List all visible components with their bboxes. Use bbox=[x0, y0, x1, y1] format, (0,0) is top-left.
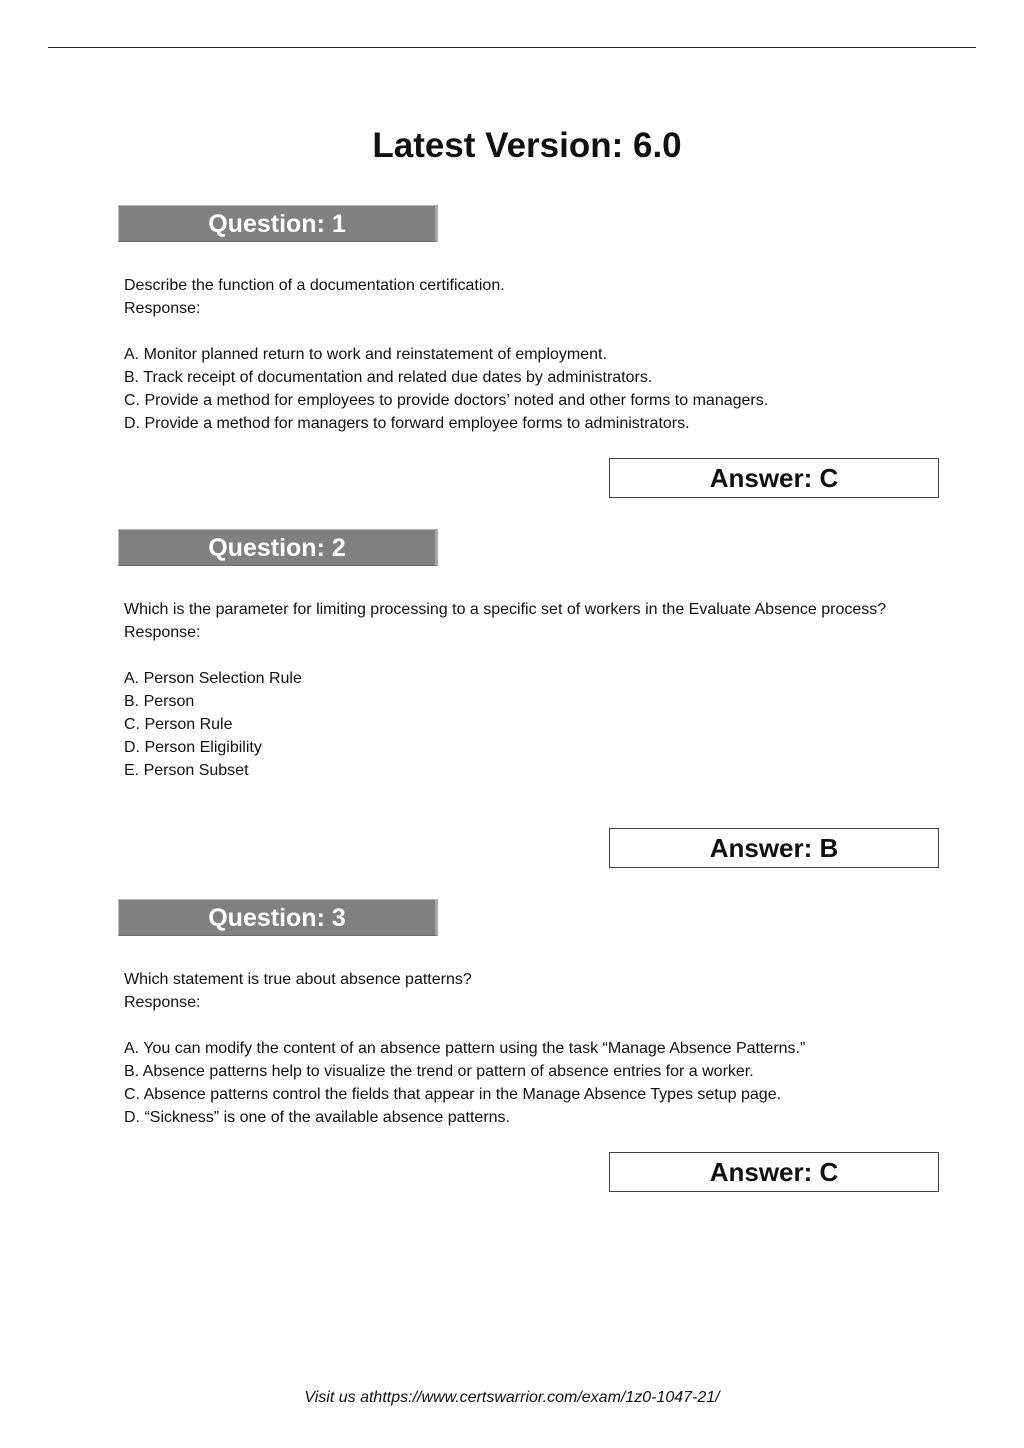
question-1-option-a: A. Monitor planned return to work and reinstatement of employment. bbox=[124, 346, 607, 363]
question-3-header: Question: 3 bbox=[118, 899, 438, 936]
question-1-option-c: C. Provide a method for employees to provide doctors’ noted and other forms to managers. bbox=[124, 392, 769, 409]
question-1-option-b: B. Track receipt of documentation and related due dates by administrators. bbox=[124, 369, 653, 386]
footer-link[interactable]: Visit us athttps://www.certswarrior.com/exam/1z0-1047-21/ bbox=[304, 1389, 720, 1406]
question-3-option-a: A. You can modify the content of an absence pattern using the task “Manage Absence Patterns.” bbox=[124, 1040, 806, 1057]
question-2-text: Which is the parameter for limiting processing to a specific set of workers in the Evaluate Absence process? bbox=[124, 601, 887, 618]
question-1-header: Question: 1 bbox=[118, 205, 438, 242]
question-2-option-e: E. Person Subset bbox=[124, 762, 249, 779]
question-1-response-label: Response: bbox=[124, 300, 201, 317]
question-1-answer: Answer: C bbox=[609, 458, 939, 498]
question-2-body bbox=[124, 598, 928, 782]
question-3-answer: Answer: C bbox=[609, 1152, 939, 1192]
question-2-option-a: A. Person Selection Rule bbox=[124, 670, 302, 687]
question-1-body bbox=[124, 274, 928, 435]
question-3-option-c: C. Absence patterns control the fields that appear in the Manage Absence Types setup page. bbox=[124, 1086, 782, 1103]
page-title: Latest Version: 6.0 bbox=[372, 126, 682, 165]
question-3-response-label: Response: bbox=[124, 994, 201, 1011]
header-rule bbox=[48, 47, 976, 48]
question-1-text: Describe the function of a documentation certification. bbox=[124, 277, 505, 294]
question-3-text: Which statement is true about absence patterns? bbox=[124, 971, 472, 988]
question-3-option-d: D. “Sickness” is one of the available absence patterns. bbox=[124, 1109, 510, 1126]
question-2-option-b: B. Person bbox=[124, 693, 195, 710]
question-2-header: Question: 2 bbox=[118, 529, 438, 566]
question-2-answer: Answer: B bbox=[609, 828, 939, 868]
question-3-option-b: B. Absence patterns help to visualize the trend or pattern of absence entries for a worker. bbox=[124, 1063, 754, 1080]
question-2-option-d: D. Person Eligibility bbox=[124, 739, 262, 756]
question-2-response-label: Response: bbox=[124, 624, 201, 641]
question-1-option-d: D. Provide a method for managers to forward employee forms to administrators. bbox=[124, 415, 690, 432]
question-2-option-c: C. Person Rule bbox=[124, 716, 233, 733]
question-3-body bbox=[124, 968, 928, 1129]
